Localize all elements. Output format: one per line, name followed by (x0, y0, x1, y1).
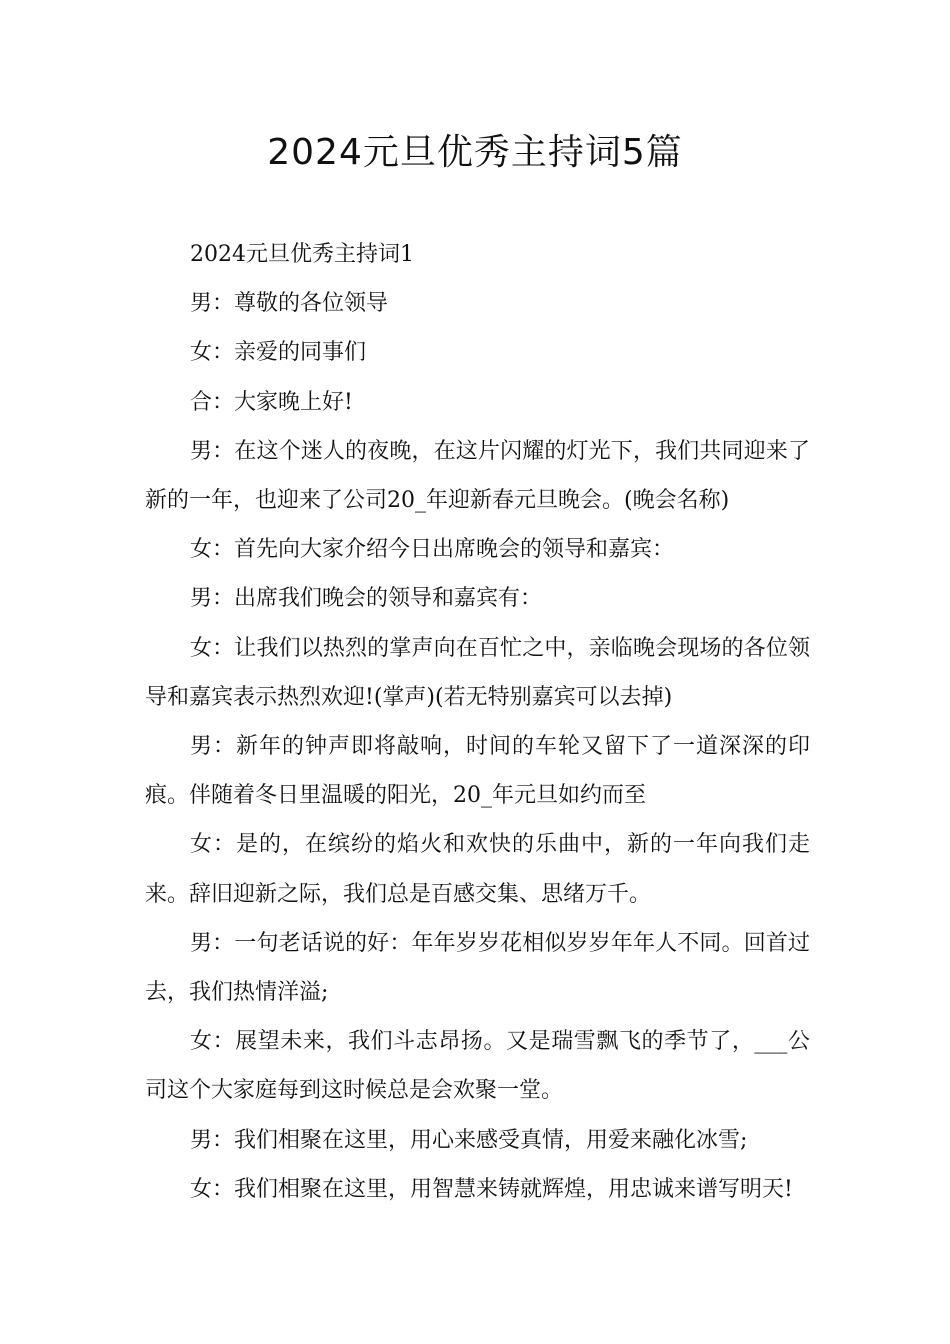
paragraph: 男：一句老话说的好：年年岁岁花相似岁岁年年人不同。回首过去，我们热情洋溢; (145, 930, 810, 1006)
paragraph: 男：尊敬的各位领导 (190, 291, 389, 317)
paragraph: 女：让我们以热烈的掌声向在百忙之中，亲临晚会现场的各位领导和嘉宾表示热烈欢迎!(掌声)(若无特别嘉宾可以去掉) (145, 635, 810, 710)
paragraph: 女：亲爱的同事们 (190, 340, 367, 366)
paragraph: 男：新年的钟声即将敲响，时间的车轮又留下了一道深深的印痕。伴随着冬日里温暖的阳光，20_年元旦如约而至 (145, 734, 810, 809)
paragraph: 女：是的，在缤纷的焰火和欢快的乐曲中，新的一年向我们走来。辞旧迎新之际，我们总是百感交集、思绪万千。 (145, 832, 810, 907)
paragraph: 女：展望未来，我们斗志昂扬。又是瑞雪飘飞的季节了，___公司这个大家庭每到这时候总是会欢聚一堂。 (145, 1029, 810, 1104)
paragraph: 合：大家晚上好! (190, 389, 353, 415)
document-title: 2024元旦优秀主持词5篇 (267, 132, 683, 173)
document-body (145, 230, 810, 1214)
paragraph: 女：我们相聚在这里，用智慧来铸就辉煌，用忠诚来谱写明天! (190, 1176, 793, 1202)
paragraph: 女：首先向大家介绍今日出席晚会的领导和嘉宾： (190, 537, 675, 563)
paragraph: 男：在这个迷人的夜晚，在这片闪耀的灯光下，我们共同迎来了新的一年，也迎来了公司20_年迎新春元旦晚会。(晚会名称) (145, 438, 810, 514)
paragraph: 男：出席我们晚会的领导和嘉宾有： (190, 586, 543, 612)
paragraph: 2024元旦优秀主持词1 (190, 242, 414, 267)
paragraph: 男：我们相聚在这里，用心来感受真情，用爱来融化冰雪; (190, 1127, 748, 1153)
